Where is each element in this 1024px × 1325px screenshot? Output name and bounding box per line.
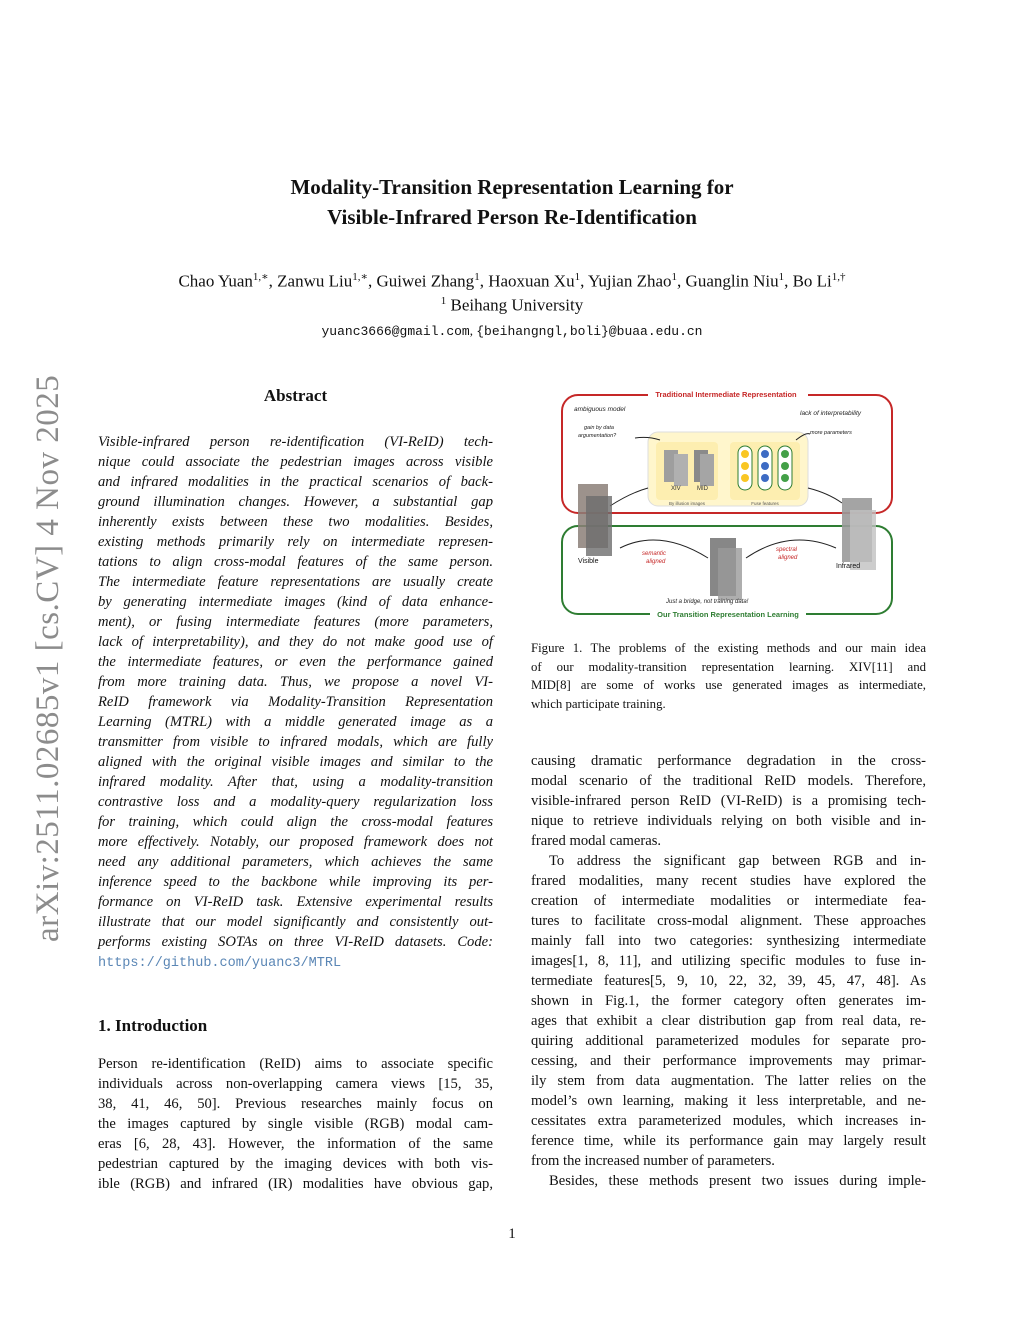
body-line: mainly fall into two categories: synthesizing intermediate	[531, 933, 926, 949]
figure-1-diagram	[560, 388, 894, 620]
abstract-line: ment), or fusing intermediate features (more parameters,	[98, 614, 493, 630]
intro-line: individuals across non-overlapping camera views [15, 35,	[98, 1076, 493, 1092]
abstract-line: infrared modality. After that, using a modality-transition	[98, 774, 493, 790]
affiliation-name: Beihang University	[446, 295, 584, 315]
caption-line: MID[8] are some of works use generated images as intermediate,	[531, 678, 926, 693]
author: Guiwei Zhang	[376, 271, 475, 291]
author-sup: 1	[474, 271, 480, 283]
body-line: from the increased number of parameters.	[531, 1153, 775, 1169]
abstract-line: need any additional parameters, which achieves the same	[98, 854, 493, 870]
body-line: model’s own learning, making it less interpretable, and ne-	[531, 1093, 926, 1109]
abstract-line: contrastive loss and a modality-query regularization loss	[98, 794, 493, 810]
caption-line: of our modality-transition representation learning. XIV[11] and	[531, 659, 926, 674]
abstract-line: illustrate that our model significantly and consistently out-	[98, 914, 493, 930]
code-link[interactable]: https://github.com/yuanc3/MTRL	[98, 956, 342, 971]
intro-line: ible (RGB) and infrared (IR) modalities have obvious gap,	[98, 1176, 493, 1192]
figure-caption	[531, 639, 926, 713]
affiliation	[60, 295, 964, 316]
arxiv-stamp: arXiv:2511.02685v1 [cs.CV] 4 Nov 2025	[30, 374, 66, 942]
body-line: modal scenario of the traditional ReID models. Therefore,	[531, 773, 926, 789]
caption-line: Figure 1. The problems of the existing methods and our main idea	[531, 641, 926, 655]
author: Zanwu Liu	[277, 271, 353, 291]
author-sup: 1,∗	[252, 271, 269, 283]
abstract-line: Visible-infrared person re-identification (VI-ReID) tech-	[98, 434, 493, 450]
author-sup: 1	[778, 271, 785, 283]
code-link-line	[98, 952, 493, 972]
body-line: visible-infrared person ReID (VI-ReID) is a promising tech-	[531, 793, 926, 809]
more-params-label: more parameters	[810, 430, 852, 436]
abstract-line: Learning (MTRL) with a middle generated image as a	[98, 714, 493, 730]
paper-title	[150, 172, 874, 232]
transition-title: Our Transition Representation Learning	[657, 610, 799, 619]
abstract-line: by generating intermediate images (kind of data enhance-	[98, 594, 493, 610]
body-line: To address the significant gap between RGB and in-	[549, 853, 926, 869]
gain-label-2: argumentation?	[578, 433, 617, 439]
abstract-line: The intermediate feature representations are usually create	[98, 574, 493, 590]
figure-1	[560, 388, 894, 620]
semantic-label-2: aligned	[646, 559, 666, 565]
abstract-line: ReID framework via Modality-Transition Representation	[98, 694, 493, 710]
semantic-label: semantic	[642, 551, 667, 557]
ambiguous-label: ambiguous model	[574, 406, 626, 413]
page-number: 1	[508, 1226, 516, 1242]
title-line-1: Modality-Transition Representation Learning for	[290, 175, 734, 199]
body-line: ages that exhibit a clear distribution gap from real data, re-	[531, 1013, 926, 1029]
body-line: causing dramatic performance degradation in the cross-	[531, 753, 926, 769]
abstract-line: tations to align cross-modal features of the same person.	[98, 554, 493, 570]
abstract-line: existing methods primarily rely on intermediate represen-	[98, 534, 493, 550]
intro-line: eras [6, 28, 43]. However, the information of the same	[98, 1136, 493, 1152]
xiv-label: XIV	[671, 486, 681, 492]
abstract-line: performs existing SOTAs on three VI-ReID datasets. Code:	[98, 934, 493, 950]
abstract-line: from more training data. Thus, we propose a novel VI-	[98, 674, 493, 690]
abstract-line: ground illumination changes. However, a substantial gap	[98, 494, 493, 510]
gain-label: gain by data	[584, 425, 614, 431]
body-line: creation of intermediate modalities or intermediate fea-	[531, 893, 926, 909]
author: Guanglin Niu	[685, 271, 779, 291]
author-sup: 1	[574, 271, 581, 283]
body-line: cessing, and their performance improvements may primar-	[531, 1053, 926, 1069]
infrared-label: Infrared	[836, 563, 861, 570]
mid-label: MID	[697, 486, 708, 492]
title-line-2: Visible-Infrared Person Re-Identification	[327, 205, 697, 229]
body-line: ference time, while its performance gain may largely result	[531, 1133, 926, 1149]
author-sup: 1,†	[831, 271, 846, 283]
body-line: frared modal cameras.	[531, 833, 662, 849]
intro-line: Person re-identification (ReID) aims to associate specific	[98, 1056, 493, 1072]
caption-line: which participate training.	[531, 696, 666, 711]
body-line: tures to facilitate cross-modal alignment. These approaches	[531, 913, 926, 929]
author: Yujian Zhao	[587, 271, 672, 291]
abstract-line: inference speed to the backbone while improving its per-	[98, 874, 493, 890]
abstract-line: formance on VI-ReID task. Extensive experimental results	[98, 894, 493, 910]
emails	[60, 323, 964, 339]
body-line: cessitates extra parameterized modules, which increases in-	[531, 1113, 926, 1129]
body-line: ily stem from data augmentation. The latter relies on the	[531, 1073, 926, 1089]
author: Chao Yuan	[178, 271, 253, 291]
introduction-heading: 1. Introduction	[98, 1016, 208, 1035]
fuse-label: Fuse features	[751, 501, 779, 506]
email-2[interactable]: {beihangngl,boli}@buaa.edu.cn	[476, 324, 703, 339]
abstract-line: nique could associate the pedestrian images across visible	[98, 454, 493, 470]
authors: Chao Yuan$^{1,∗}$, Zanwu Liu$^{1,∗}$, Guiwei Zhang$^1$, Haoxuan Xu$^1$, Yujian Zhao$^1$, Guanglin Niu$^1$, Bo $Li^{1,\dagger}$	[178, 271, 846, 291]
abstract-heading: Abstract	[263, 386, 328, 405]
right-column-body	[531, 751, 926, 1191]
bridge-label: Just a bridge, not training data!	[666, 599, 749, 605]
body-line: shown in Fig.1, the former category often generates im-	[531, 993, 926, 1009]
author: Bo Li	[792, 271, 832, 291]
abstract-line: inherently exists between these two modalities. Besides,	[98, 514, 493, 530]
body-line: nique to retrieve individuals relying on both visible and in-	[531, 813, 926, 829]
spectral-label-2: aligned	[778, 555, 798, 561]
lack-label: lack of interpretability	[800, 410, 862, 417]
intro-line: the images captured by single visible (RGB) modal cam-	[98, 1116, 493, 1132]
email-1[interactable]: yuanc3666@gmail.com	[321, 324, 470, 339]
intro-line: 38, 41, 46, 50]. Previous researches mainly focus on	[98, 1096, 493, 1112]
body-line: frared modalities, many recent studies have explored the	[531, 873, 926, 889]
author: Haoxuan Xu	[488, 271, 575, 291]
introduction-body	[98, 1054, 493, 1194]
abstract-line: for training, which could align the cross-modal features	[98, 814, 493, 830]
abstract-line: more effectively. Notably, our proposed framework does not	[98, 834, 493, 850]
author-sup: 1	[671, 271, 678, 283]
abstract-line: and infrared modalities in the practical scenarios of back-	[98, 474, 493, 490]
abstract-line: the intermediate features, or even the performance gained	[98, 654, 493, 670]
email-separator: ,	[469, 323, 477, 338]
abstract-body	[98, 432, 493, 972]
body-line: quiring additional parameterized modules for separate pro-	[531, 1033, 926, 1049]
body-line: termediate features[5, 9, 10, 22, 32, 39, 45, 47, 48]. As	[531, 973, 926, 989]
author-sup: 1,∗	[352, 271, 368, 283]
abstract-line: lack of interpretability), and they do not make good use of	[98, 634, 493, 650]
abstract-line: aligned with the original visible images and similar to the	[98, 754, 493, 770]
body-line: images[1, 8, 11], and utilizing specific modules to fuse in-	[531, 953, 926, 969]
intro-line: pedestrian captured by the imaging devices with both vis-	[98, 1156, 493, 1172]
traditional-title: Traditional Intermediate Representation	[655, 390, 797, 399]
by-images-label: By illusion images	[668, 501, 706, 506]
spectral-label: spectral	[776, 547, 798, 553]
abstract-line: transmitter from visible to infrared modals, which are fully	[98, 734, 493, 750]
affiliation-sup: 1	[440, 295, 447, 307]
visible-label: Visible	[578, 558, 599, 565]
body-line: Besides, these methods present two issues during imple-	[549, 1173, 926, 1189]
